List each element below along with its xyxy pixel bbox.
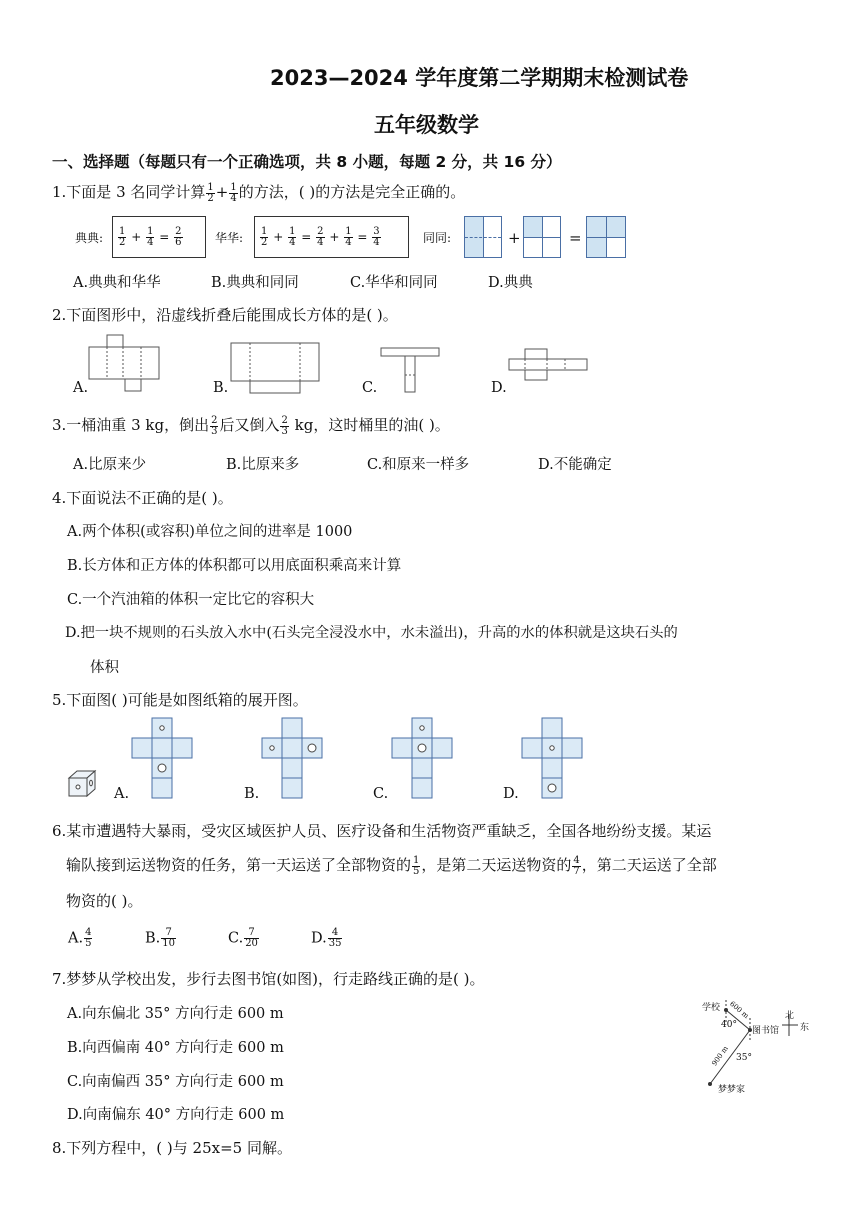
q3-option-b: B.比原来多 [226,457,300,473]
cube-net-a [132,718,192,798]
q7-option-c: C.向南偏西 35° 方向行走 600 m [67,1074,284,1090]
question-3: 3.一桶油重 3 kg，倒出 $\frac{2}{3}$ 后又倒入 $\frac{2}{3}$ kg，这时桶里的油( )。 [52,414,450,437]
net-face [542,718,562,738]
q4-option-d-cont: 体积 [90,660,119,676]
net-c [378,345,443,395]
question-5: 5.下面图( )可能是如图纸箱的展开图。 [52,691,308,709]
question-1: 1.下面是 3 名同学计算 $\frac{1}{2}$ + $\frac{1}{4}$ 的方法，( )的方法是完全正确的。 [52,181,466,204]
net-face [172,738,192,758]
q3-option-c: C.和原来一样多 [367,457,470,473]
hole-mark [548,784,556,792]
q5-label-a: A. [114,786,130,802]
huahua-label: 华华: [215,231,244,245]
exam-title: 2023—2024 学年度第二学期期末检测试卷 [270,66,689,90]
q1-option-a: A.典典和华华 [73,275,161,291]
q4-option-b: B.长方体和正方体的体积都可以用底面积乘高来计算 [67,558,402,574]
q5-label-b: B. [244,786,260,802]
question-7: 7.梦梦从学校出发，步行去图书馆(如图)，行走路线正确的是( )。 [52,970,485,988]
q1-option-b: B.典典和同同 [211,275,299,291]
net-d [507,347,589,382]
question-6-line1: 6.某市遭遇特大暴雨，受灾区域医护人员、医疗设备和生活物资严重缺乏，全国各地纷纷支援。某运 [52,822,712,840]
diandian-label: 典典: [75,231,104,245]
map-angle-40: 40° [721,1020,737,1030]
tongtong-label: 同同: [423,231,452,245]
q4-option-d: D.把一块不规则的石头放入水中(石头完全浸没水中，水未溢出)，升高的水的体积就是这块石头的 [65,625,678,641]
net-face [542,758,562,778]
q6-option-b: B. $\frac{7}{10}$ [145,927,175,949]
net-face [282,758,302,778]
net-a [75,335,165,395]
q3-option-d: D.不能确定 [538,457,612,473]
net-face [432,738,452,758]
net-b [228,340,323,395]
q4-option-a: A.两个体积(或容积)单位之间的进率是 1000 [67,524,353,540]
net-face [412,778,432,798]
q5-label-d: D. [503,786,519,802]
hole-mark [308,744,316,752]
section-heading: 一、选择题（每题只有一个正确选项，共 8 小题，每题 2 分，共 16 分） [52,153,562,171]
q2-label-d: D. [491,380,507,396]
net-face [282,718,302,738]
q4-option-c: C.一个汽油箱的体积一定比它的容积大 [67,592,315,608]
tongtong-plus: + [508,229,521,247]
net-face [132,738,152,758]
q6-option-a: A. $\frac{4}{5}$ [68,927,92,949]
net-face [392,738,412,758]
q1-text-b: 的方法，( )的方法是完全正确的。 [238,183,466,201]
tongtong-square-result [586,216,626,258]
map-home-label: 梦梦家 [718,1085,746,1095]
fraction-1-2: $\frac{1}{2}$ [207,181,214,204]
q3-option-a: A.比原来少 [73,457,147,473]
q7-option-d: D.向南偏东 40° 方向行走 600 m [67,1107,285,1123]
net-face [282,738,302,758]
q2-label-b: B. [213,380,229,396]
q7-option-b: B.向西偏南 40° 方向行走 600 m [67,1040,284,1056]
map-dist-900: 900 m [710,1044,730,1068]
map-east-label: 东 [800,1023,810,1033]
net-face [562,738,582,758]
map-library-label: 图书馆 [752,1026,780,1036]
q6-option-c: C. $\frac{7}{20}$ [228,927,258,949]
question-2: 2.下面图形中，沿虚线折叠后能围成长方体的是( )。 [52,306,398,324]
q1-option-c: C.华华和同同 [350,275,438,291]
map-angle-35: 35° [736,1053,752,1063]
tongtong-square-half [464,216,502,258]
q1-option-d: D.典典 [488,275,533,291]
hole-mark [160,726,164,730]
net-face [152,738,172,758]
cube-net-b [262,718,322,798]
cube-net-c [392,718,452,798]
hole-mark [418,744,426,752]
box-picture [67,768,99,800]
q2-label-a: A. [73,380,89,396]
q5-label-c: C. [373,786,389,802]
tongtong-equals: = [569,229,582,247]
diandian-method: $\frac{1}{2}$ + $\frac{1}{4}$ = $\frac{2}{6}$ [112,216,206,258]
question-4: 4.下面说法不正确的是( )。 [52,489,233,507]
map-north-label: 北 [785,1011,795,1021]
fraction-1-4: $\frac{1}{4}$ [230,181,237,204]
exam-subtitle: 五年级数学 [374,113,479,137]
hole-mark [158,764,166,772]
net-face [412,758,432,778]
hole-mark [270,746,274,750]
tongtong-square-quarter [523,216,561,258]
question-8: 8.下列方程中，( )与 25x=5 同解。 [52,1139,292,1157]
q1-text-a: 1.下面是 3 名同学计算 [52,183,206,201]
cube-net-d [522,718,582,798]
net-face [152,778,172,798]
net-face [522,738,542,758]
hole-mark [550,746,554,750]
map-school-label: 学校 [702,1003,721,1013]
hole-mark [420,726,424,730]
map-dist-600: 600 m [728,999,751,1021]
question-6-line2: 输队接到运送物资的任务，第一天运送了全部物资的 $\frac{1}{5}$ ，是第二天运送物资的 $\frac{4}{7}$ ，第二天运送了全部 [66,854,717,877]
q7-option-a: A.向东偏北 35° 方向行走 600 m [67,1006,284,1022]
q2-label-c: C. [362,380,378,396]
q6-option-d: D. $\frac{4}{35}$ [311,927,342,949]
net-face [282,778,302,798]
question-6-line3: 物资的( )。 [66,892,143,910]
huahua-method: $\frac{1}{2}$ + $\frac{1}{4}$ = $\frac{2}{4}$ + $\frac{1}{4}$ = $\frac{3}{4}$ [254,216,409,258]
